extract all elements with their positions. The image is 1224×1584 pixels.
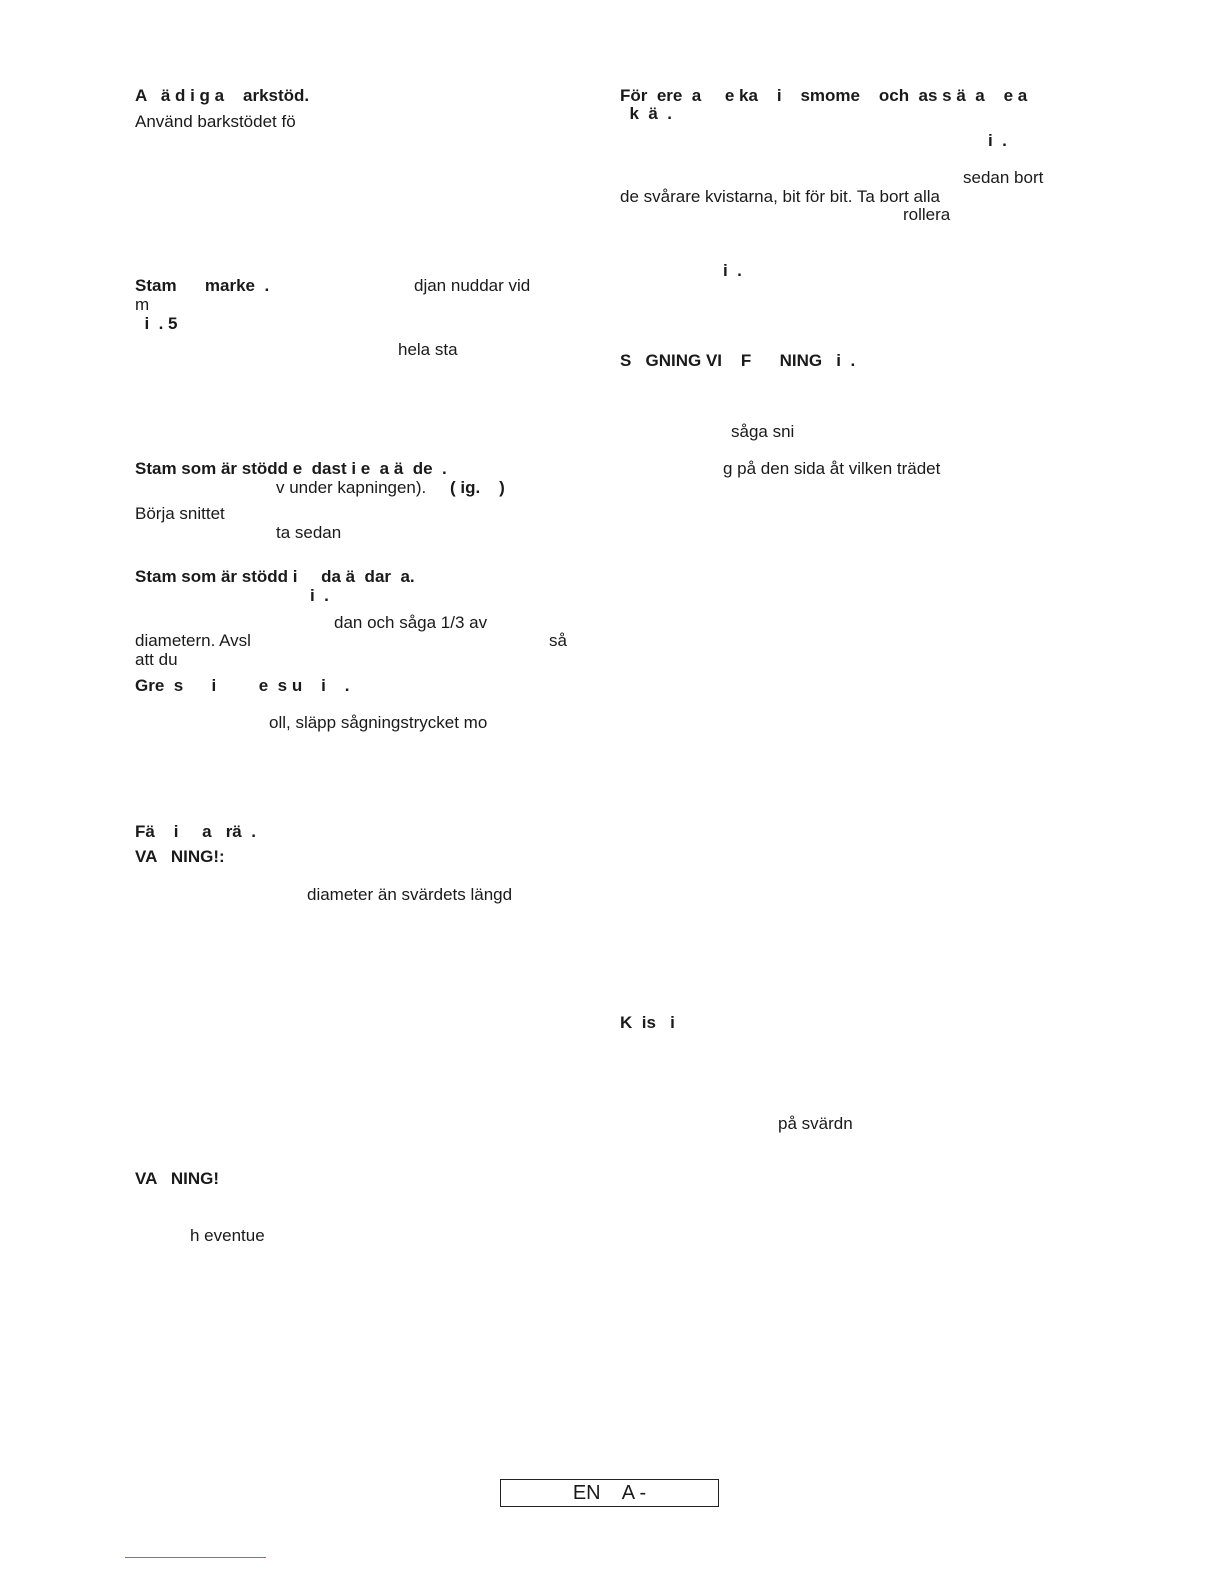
- paragraph-text: dan och såga 1/3 av: [334, 613, 488, 632]
- heading-stem-on-ground: Stam marke .: [135, 276, 270, 295]
- heading-branch-sawing: Gre s i e s u i .: [135, 676, 350, 695]
- paragraph-text: sedan bort: [963, 168, 1044, 187]
- figure-reference: i .: [723, 261, 742, 280]
- paragraph-text: v under kapningen).: [276, 478, 431, 497]
- paragraph-text: rollera: [903, 205, 951, 224]
- figure-reference: i .: [988, 131, 1007, 150]
- paragraph-text: m: [135, 295, 150, 314]
- figure-reference: i .: [310, 586, 329, 605]
- paragraph-text: de svårare kvistarna, bit för bit. Ta bort alla: [620, 187, 941, 206]
- warning-label: VA NING!:: [135, 847, 225, 866]
- heading-limbing: För ere a e ka i smome och as s ä a e a: [620, 86, 1028, 105]
- paragraph-text: Använd barkstödet fö: [135, 112, 296, 131]
- paragraph-text: djan nuddar vid: [414, 276, 531, 295]
- paragraph-text: h eventue: [190, 1226, 265, 1245]
- paragraph-text: Börja snittet: [135, 504, 225, 523]
- heading-stem-supported-one-end: Stam som är stödd e dast i e a ä de .: [135, 459, 447, 478]
- paragraph-text: g på den sida åt vilken trädet: [723, 459, 941, 478]
- figure-reference: ( ig. ): [450, 478, 505, 497]
- heading-bark-support: A ä d i g a arkstöd.: [135, 86, 310, 105]
- paragraph-text: diameter än svärdets längd: [307, 885, 513, 904]
- heading-limbing-continued: k ä .: [620, 104, 672, 123]
- paragraph-text: ta sedan: [276, 523, 342, 542]
- figure-reference: i . 5: [135, 314, 178, 333]
- paragraph-text: på svärdn: [778, 1114, 853, 1133]
- heading-felling: Fä i a rä .: [135, 822, 256, 841]
- heading-felling-cut: S GNING VI F NING i .: [620, 351, 856, 370]
- warning-label: VA NING!: [135, 1169, 220, 1188]
- footer-rule: [125, 1557, 266, 1558]
- paragraph-text: att du: [135, 650, 178, 669]
- page-footer-label: EN A -: [500, 1479, 719, 1507]
- heading-stem-supported-both-ends: Stam som är stödd i da ä dar a.: [135, 567, 415, 586]
- heading-kickback: K is i: [620, 1013, 675, 1032]
- paragraph-text: oll, släpp sågningstrycket mo: [269, 713, 488, 732]
- paragraph-text: hela sta: [398, 340, 458, 359]
- paragraph-text: såga sni: [731, 422, 795, 441]
- paragraph-text: diametern. Avsl: [135, 631, 251, 650]
- paragraph-text: så: [549, 631, 567, 650]
